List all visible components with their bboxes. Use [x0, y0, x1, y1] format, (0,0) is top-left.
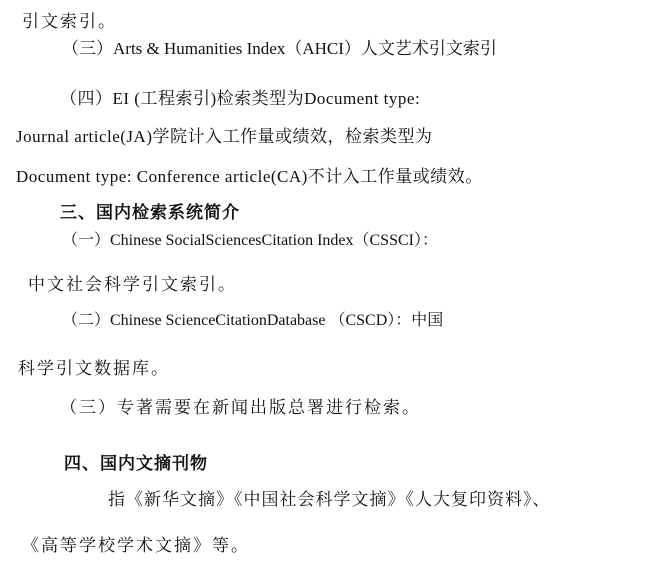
text-line: （三）专著需要在新闻出版总署进行检索。 [60, 398, 421, 418]
section-heading: 三、国内检索系统简介 [60, 203, 240, 223]
text-line: （三）Arts & Humanities Index（AHCI）人文艺术引文索引 [62, 39, 497, 58]
text-line: 《高等学校学术文摘》等。 [22, 536, 250, 556]
text-line: （二）Chinese ScienceCitationDatabase （CSCD）：中国 [62, 312, 444, 329]
text-line: 引文索引。 [22, 12, 117, 32]
text-line: （四）EI (工程索引)检索类型为Document type: [60, 89, 421, 108]
text-line: 指《新华文摘》《中国社会科学文摘》《人大复印资料》、 [108, 490, 551, 510]
text-line: 中文社会科学引文索引。 [28, 275, 237, 295]
text-line: Journal article(JA)学院计入工作量或绩效，检索类型为 [16, 127, 433, 146]
text-line: 科学引文数据库。 [18, 359, 170, 379]
text-line: Document type: Conference article(CA)不计入工作量或绩效。 [16, 167, 483, 186]
text-line: （一）Chinese SocialSciencesCitation Index（CSSCI）： [62, 232, 438, 249]
section-heading: 四、国内文摘刊物 [64, 454, 208, 474]
